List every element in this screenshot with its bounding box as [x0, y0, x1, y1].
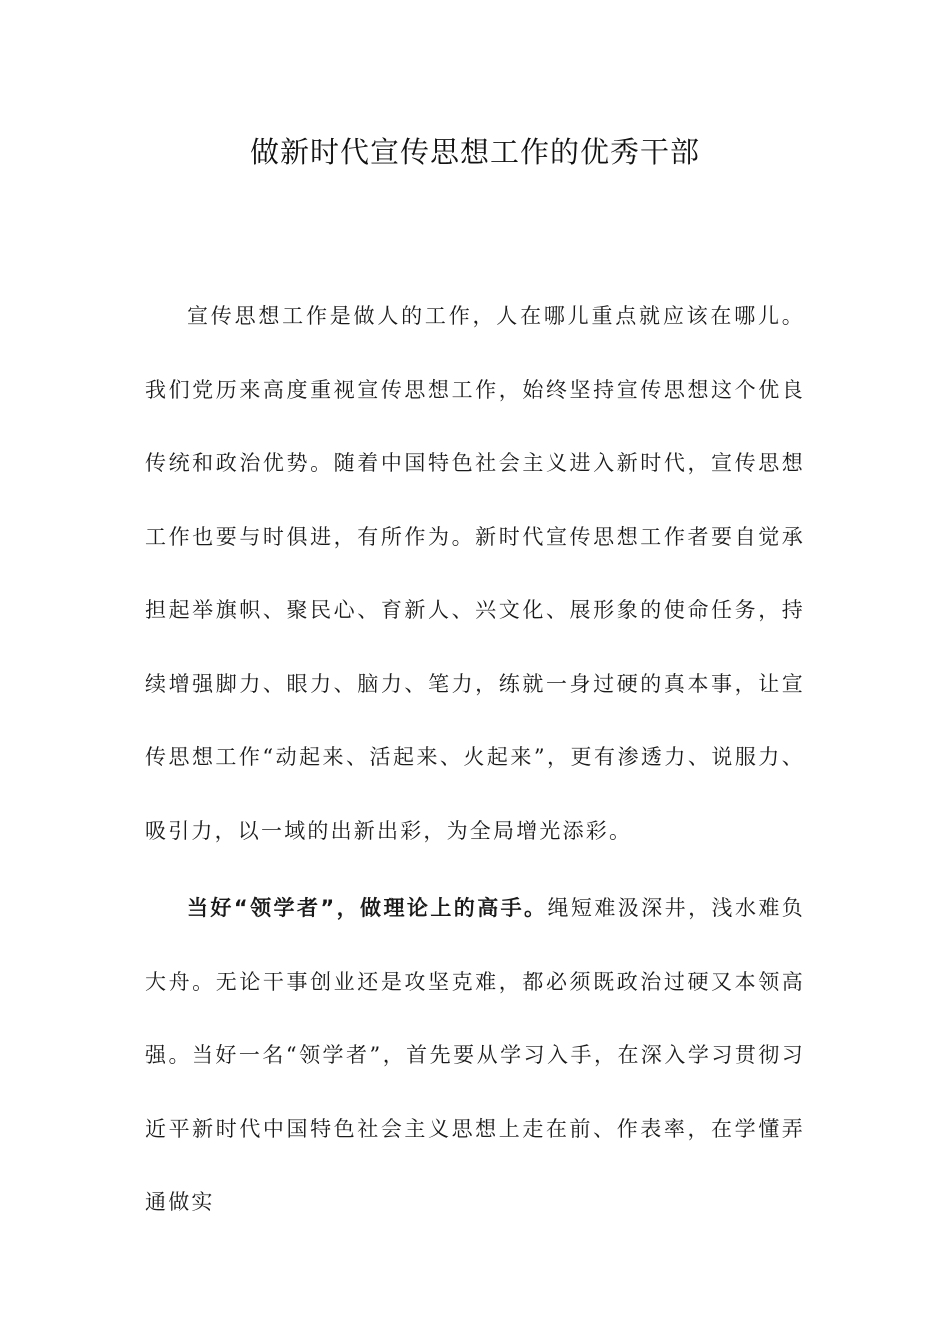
- paragraph-section-1: [145, 872, 805, 1240]
- paragraph-intro: [145, 280, 805, 868]
- document-body: [145, 280, 805, 1240]
- document-title: 做新时代宣传思想工作的优秀干部: [249, 135, 700, 169]
- paragraph-lead: 当好“领学者”，做理论上的高手。: [187, 896, 548, 920]
- paragraph-text: 绳短难汲深井，浅水难负大舟。无论干事创业还是攻坚克难，都必须既政治过硬又本领高强。当好一名“领学者”，首先要从学习入手，在深入学习贯彻习近平新时代中国特色社会主义思想上走在前、作表率，在学懂弄通做实: [145, 896, 806, 1214]
- paragraph-text: 宣传思想工作是做人的工作，人在哪儿重点就应该在哪儿。我们党历来高度重视宣传思想工作，始终坚持宣传思想这个优良传统和政治优势。随着中国特色社会主义进入新时代，宣传思想工作也要与时俱进，有所作为。新时代宣传思想工作者要自觉承担起举旗帜、聚民心、育新人、兴文化、展形象的使命任务，持续增强脚力、眼力、脑力、笔力，练就一身过硬的真本事，让宣传思想工作“动起来、活起来、火起来”，更有渗透力、说服力、吸引力，以一域的出新出彩，为全局增光添彩。: [145, 304, 805, 843]
